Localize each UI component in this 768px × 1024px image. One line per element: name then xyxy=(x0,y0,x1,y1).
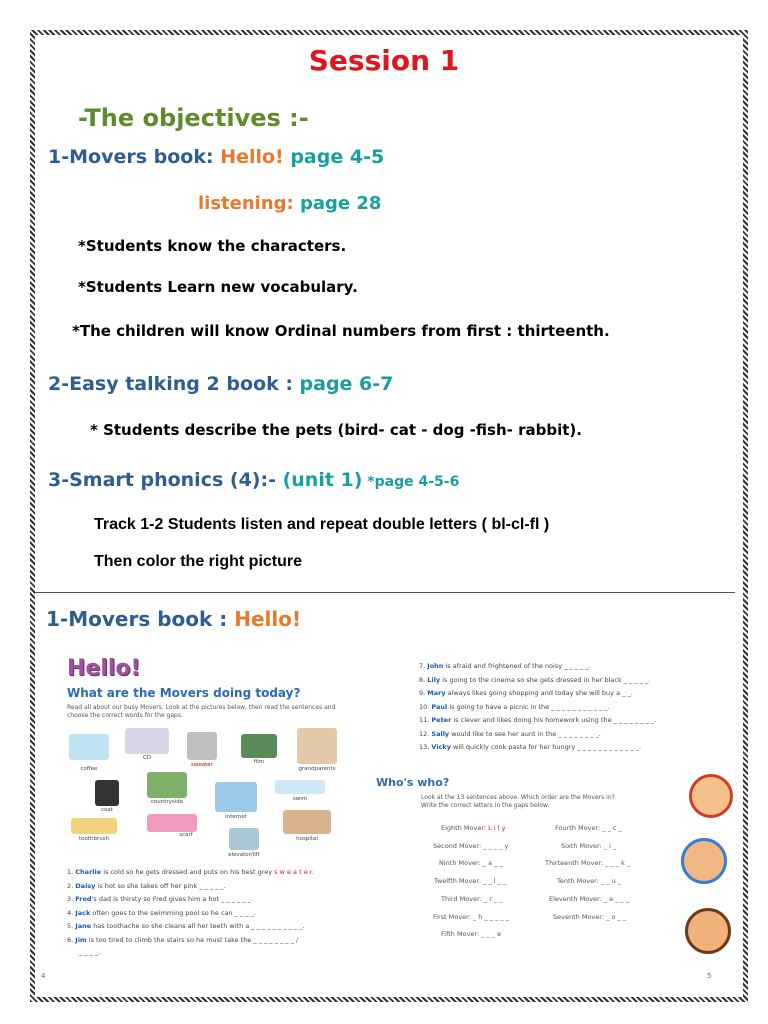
swim-picture xyxy=(275,780,325,794)
movers-hello: Hello! xyxy=(220,146,284,168)
section2-label: 1-Movers book : xyxy=(46,607,235,631)
whos-intro-1: Look at the 13 sentences above. Which order are the Movers in? xyxy=(421,794,615,801)
caption-hospital: hospital xyxy=(296,836,318,842)
easy-label: 2-Easy talking 2 book : xyxy=(48,373,300,395)
track-line: Track 1-2 Students listen and repeat double letters ( bl-cl-fl ) xyxy=(94,516,550,533)
mover-eleventh: Eleventh Mover: _ e _ _ _ xyxy=(549,895,630,903)
sentence-item: 9. Mary always likes going shopping and today she will buy a _ _. xyxy=(419,689,633,697)
phonics-unit: (unit 1) xyxy=(282,469,363,491)
listening-page: page 28 xyxy=(293,193,382,214)
caption-grandparents: grandparents xyxy=(298,766,336,772)
bullet-vocabulary: *Students Learn new vocabulary. xyxy=(78,278,358,296)
caption-film: film xyxy=(253,759,265,765)
sentence-item: 7. John is afraid and frightened of the noisy _ _ _ _ _. xyxy=(419,662,591,670)
movers-label: 1-Movers book: xyxy=(48,146,221,168)
mover-tenth: Tenth Mover: _ _ u _ xyxy=(557,877,622,885)
caption-scarf: scarf xyxy=(179,832,193,838)
easy-talking-line xyxy=(48,373,393,395)
pets-line: * Students describe the pets (bird- cat - dog -fish- rabbit). xyxy=(90,421,582,439)
sentence-item: 12. Sally would like to see her aunt in the _ _ _ _ _ _ _ _. xyxy=(419,729,601,738)
internet-picture xyxy=(215,782,257,812)
mover-seventh: Seventh Mover: _ o _ _ xyxy=(553,913,626,921)
phonics-label: 3-Smart phonics (4):- xyxy=(48,469,283,491)
mover-sixth: Sixth Mover: _ i _ xyxy=(561,842,617,850)
sentence-item: 13. Vicky will quickly cook pasta for her hungry _ _ _ _ _ _ _ _ _ _ _ _. xyxy=(419,743,642,751)
kid-cartoon-3 xyxy=(685,908,731,954)
bullet-characters: *Students know the characters. xyxy=(78,237,347,255)
kid-cartoon-2 xyxy=(681,838,727,884)
movers-page: page 4-5 xyxy=(283,146,385,168)
caption-cd: CD xyxy=(142,755,152,761)
caption-sweater: sweater xyxy=(191,762,213,768)
sentence-item: 3. Fred's dad is thirsty so Fred gives him a hot _ _ _ _ _ _. xyxy=(67,895,253,903)
caption-swim: swim xyxy=(292,796,308,802)
book-intro-2: choose the correct words for the gaps. xyxy=(67,712,183,719)
kid-cartoon-1 xyxy=(689,774,733,818)
sentence-item: 11. Peter is clever and likes doing his homework using the _ _ _ _ _ _ _ _. xyxy=(419,716,657,724)
hospital-picture xyxy=(283,810,331,834)
caption-internet: internet xyxy=(225,814,247,820)
caption-coffee: coffee xyxy=(80,766,98,772)
sentence-item: 6. Jim is too tired to climb the stairs so he must take the _ _ _ _ _ _ _ _ / xyxy=(67,935,299,944)
sweater-picture xyxy=(187,732,217,760)
caption-coat: coat xyxy=(101,807,113,813)
mover-third: Third Mover: _ r _ _ xyxy=(441,895,503,903)
book-hello-title: Hello! xyxy=(67,656,141,681)
mover-eighth xyxy=(441,824,505,832)
grandparents-picture xyxy=(297,728,337,764)
page-number-right: 5 xyxy=(707,972,712,980)
toothbrush-picture xyxy=(71,818,117,834)
caption-countryside: countryside xyxy=(150,799,184,805)
sentence-item: 8. Lily is going to the cinema so she gets dressed in her black _ _ _ _ _. xyxy=(419,675,651,684)
section2-heading xyxy=(46,607,301,631)
sentence-item: 5. Jane has toothache so she cleans all her teeth with a _ _ _ _ _ _ _ _ _ _. xyxy=(67,922,305,930)
mover-fifth: Fifth Mover: _ _ _ e xyxy=(441,930,502,938)
page-number-left: 4 xyxy=(41,972,46,980)
phonics-page: *page 4-5-6 xyxy=(362,474,460,490)
mover-twelfth: Twelfth Mover: _ _ l _ _ xyxy=(434,877,507,885)
page-title: Session 1 xyxy=(308,44,460,77)
movers-line xyxy=(48,146,384,168)
objectives-heading: -The objectives :- xyxy=(78,104,309,132)
easy-page: page 6-7 xyxy=(299,373,394,395)
coat-picture xyxy=(95,780,119,806)
cd-picture xyxy=(125,728,169,754)
listening-label: listening: xyxy=(198,193,294,214)
mover-first: First Mover: _ h _ _ _ _ _ xyxy=(433,913,510,921)
sentence-item: 10. Paul is going to have a picnic in the _ _ _ _ _ _ _ _ _ _ _. xyxy=(419,702,610,711)
mover-eighth-label: Eighth Mover: xyxy=(441,824,489,832)
mover-fourth: Fourth Mover: _ _ c _ xyxy=(555,824,622,832)
sentence-item: 2. Daisy is hot so she takes off her pink _ _ _ _ _. xyxy=(67,881,226,890)
section-divider xyxy=(35,592,735,593)
mover-thirteenth: Thirteenth Mover: _ _ _ k _ xyxy=(545,859,631,867)
color-line: Then color the right picture xyxy=(94,553,303,570)
scarf-picture xyxy=(147,814,197,832)
listening-line xyxy=(198,193,381,214)
whos-who-title: Who's who? xyxy=(376,776,450,789)
left-item-continuation: _ _ _ _. xyxy=(79,948,101,956)
film-picture xyxy=(241,734,277,758)
section2-hello: Hello! xyxy=(234,607,302,631)
phonics-line xyxy=(48,469,459,491)
mover-second: Second Mover: _ _ _ _ y xyxy=(433,842,509,850)
countryside-picture xyxy=(147,772,187,798)
caption-toothbrush: toothbrush xyxy=(78,836,110,842)
mover-ninth: Ninth Mover: _ a _ _ xyxy=(439,859,503,867)
whos-intro-2: Write the correct letters in the gaps below. xyxy=(421,802,550,809)
bullet-ordinals: *The children will know Ordinal numbers from first : thirteenth. xyxy=(72,322,610,340)
sentence-item: 1. Charlie is cold so he gets dressed and puts on his best grey s w e a t e r. xyxy=(67,868,314,876)
elevator-picture xyxy=(229,828,259,850)
book-intro-1: Read all about our busy Movers. Look at the pictures below, then read the sentences and xyxy=(67,704,336,711)
book-question: What are the Movers doing today? xyxy=(67,686,301,700)
coffee-picture xyxy=(69,734,109,760)
sentence-item: 4. Jack often goes to the swimming pool so he can _ _ _ _. xyxy=(67,908,256,917)
mover-eighth-answer: L i l y xyxy=(488,824,506,832)
book-page-image xyxy=(41,646,725,986)
caption-elevator: elevator/lift xyxy=(228,852,260,858)
